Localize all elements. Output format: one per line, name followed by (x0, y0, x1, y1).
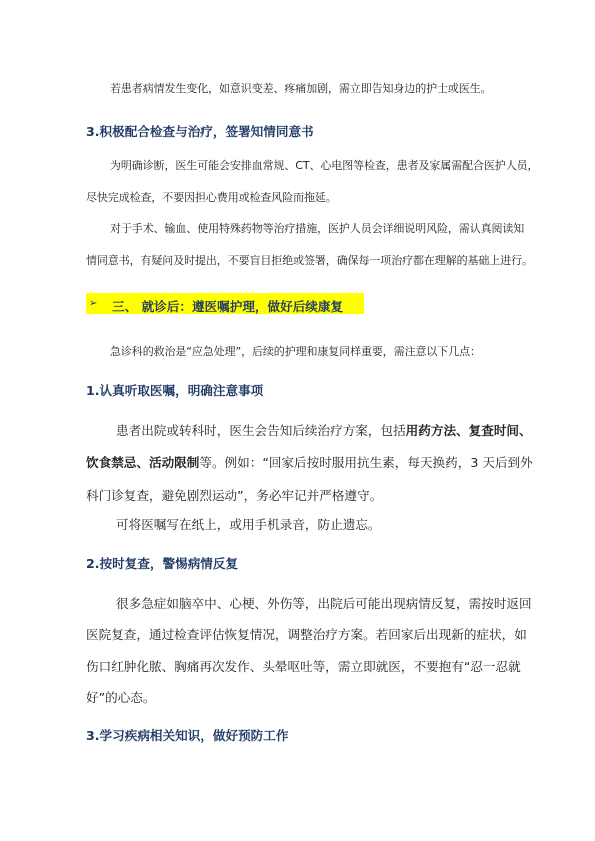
paragraph-line: 好”的心态。 (86, 690, 156, 705)
paragraph-line (86, 452, 533, 471)
paragraph-line: 若患者病情发生变化，如意识变差、疼痛加剧，需立即告知身边的护士或医生。 (110, 82, 492, 95)
text-run: 患者出院或转科时，医生会告知后续治疗方案，包括 (116, 423, 406, 438)
section-heading: 1.认真听取医嘱，明确注意事项 (86, 383, 264, 398)
section-heading: 3.学习疾病相关知识，做好预防工作 (86, 728, 289, 743)
bold-text-run: 用药方法、复查时间、 (405, 423, 532, 438)
paragraph-line: 医院复查，通过检查评估恢复情况，调整治疗方案。若回家后出现新的症状，如 (86, 627, 527, 642)
paragraph-line: 可将医嘱写在纸上，或用手机录音，防止遗忘。 (116, 517, 381, 532)
part-heading: 三、 就诊后：遵医嘱护理，做好后续康复 (112, 299, 344, 314)
paragraph-line: 为明确诊断，医生可能会安排血常规、CT、心电图等检查，患者及家属需配合医护人员， (110, 159, 539, 172)
bold-text-run: 饮食禁忌、活动限制 (86, 455, 200, 470)
paragraph-line: 伤口红肿化脓、胸痛再次发作、头晕呕吐等，需立即就医，不要抱有“忍一忍就 (86, 659, 521, 674)
arrow-bullet-icon: ➢ (89, 298, 98, 309)
paragraph-line (116, 420, 532, 439)
paragraph-line: 科门诊复查，避免剧烈运动”，务必牢记并严格遵守。 (86, 488, 383, 503)
paragraph-line: 情同意书，有疑问及时提出，不要盲目拒绝或签署，确保每一项治疗都在理解的基础上进行。 (86, 254, 533, 267)
paragraph-line: 很多急症如脑卒中、心梗、外伤等，出院后可能出现病情反复，需按时返回 (116, 596, 532, 611)
section-heading: 2.按时复查，警惕病情反复 (86, 556, 239, 571)
paragraph-line: 对于手术、输血、使用特殊药物等治疗措施，医护人员会详细说明风险，需认真阅读知 (110, 222, 525, 235)
paragraph-line: 尽快完成检查，不要因担心费用或检查风险而拖延。 (86, 191, 337, 204)
section-heading: 3.积极配合检查与治疗，签署知情同意书 (86, 124, 314, 139)
paragraph-line: 急诊科的救治是“应急处理”，后续的护理和康复同样重要，需注意以下几点： (110, 345, 481, 358)
text-run: 等。例如：“回家后按时服用抗生素，每天换药，3 天后到外 (199, 455, 533, 470)
